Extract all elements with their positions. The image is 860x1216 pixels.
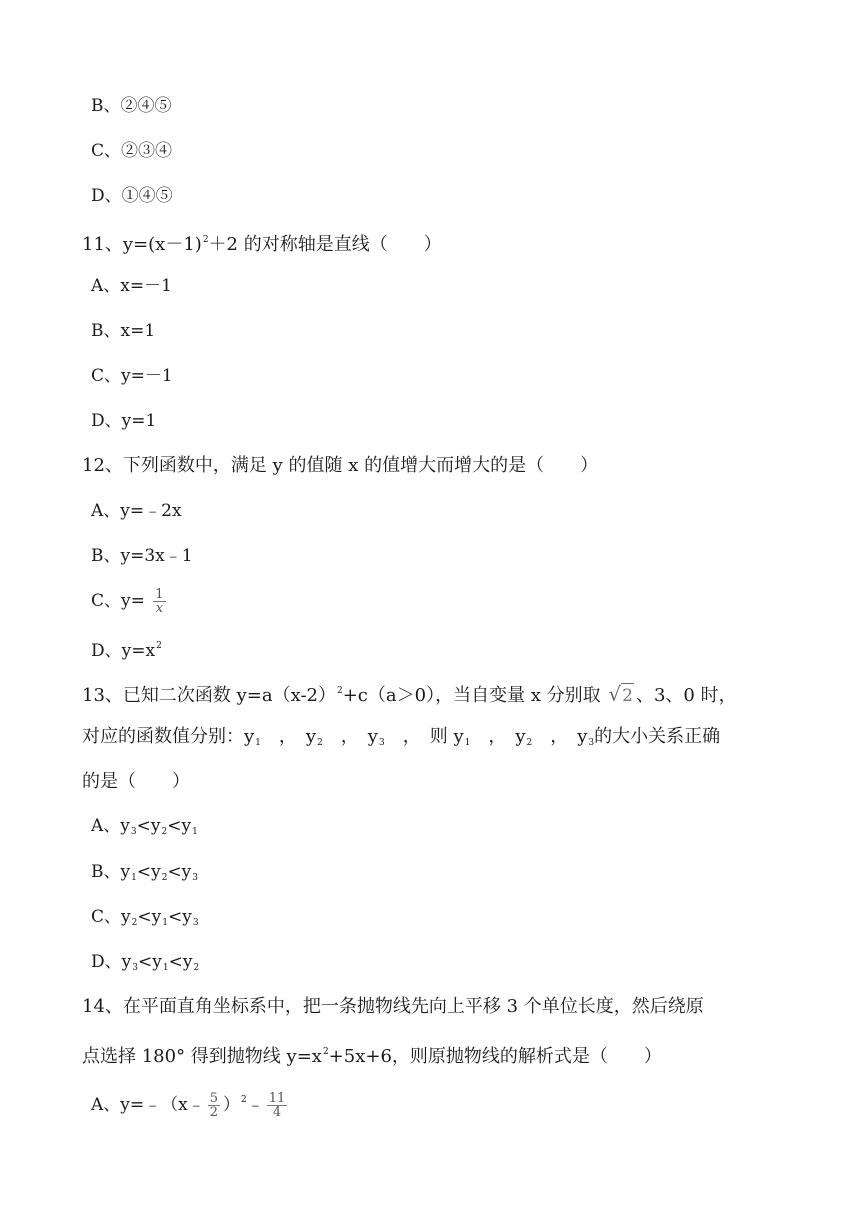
superscript: 2 (156, 641, 162, 651)
subscript: 2 (161, 873, 168, 883)
fraction (153, 588, 165, 615)
q12-option-d (91, 634, 162, 663)
option-label: C、 (91, 141, 122, 161)
option-text: y (121, 952, 132, 972)
option-text: y=﹣（x﹣ (120, 1095, 205, 1115)
superscript: 2 (336, 686, 343, 696)
option-b (91, 94, 172, 118)
fraction-denominator: 4 (272, 1105, 282, 1120)
q11-option-b (91, 319, 155, 343)
option-text: y (121, 907, 131, 927)
option-label: A、 (91, 816, 121, 836)
option-text: ﹣ (246, 1095, 264, 1115)
subscript: 1 (131, 873, 137, 883)
option-label: D、 (91, 186, 122, 206)
question-text: +c（a＞0），当自变量 x 分别取 (342, 685, 607, 706)
option-text: <y (167, 816, 192, 836)
sqrt-symbol: √2 (608, 682, 633, 706)
option-text: y=x (121, 641, 156, 661)
question-text: ， 则 y (384, 726, 464, 747)
question-text: ， y (260, 726, 317, 747)
question-text: y=(x－1) (122, 234, 202, 255)
question-text: 的是（ ） (82, 771, 190, 792)
q13-option-d (91, 950, 199, 980)
option-text: y (120, 816, 130, 836)
fraction-numerator: 1 (155, 587, 164, 602)
subscript: 1 (255, 738, 261, 748)
option-text: y=﹣2x (120, 501, 182, 521)
q13-option-b (91, 860, 198, 890)
question-14-stem-line1 (82, 995, 704, 1019)
fraction (208, 1092, 220, 1119)
option-text: x=1 (120, 321, 156, 341)
subscript: 1 (162, 918, 168, 928)
question-text: 对应的函数值分别：y (82, 726, 255, 747)
subscript: 1 (162, 963, 169, 973)
option-text: ） (223, 1095, 240, 1115)
question-text: ， y (322, 726, 378, 747)
subscript: 3 (192, 918, 199, 928)
question-text: 、3、0 时， (635, 685, 737, 706)
q14-option-a (91, 1088, 290, 1119)
q11-option-d (91, 409, 156, 433)
subscript: 3 (378, 738, 385, 748)
question-14-stem-line2 (82, 1040, 662, 1069)
q11-option-c (91, 364, 173, 388)
q12-option-c (91, 588, 169, 615)
option-text: <y (167, 907, 192, 927)
subscript: 2 (131, 918, 138, 928)
q13-option-c (91, 905, 199, 935)
question-11-stem (82, 228, 442, 257)
subscript: 3 (132, 963, 138, 973)
option-label: D、 (91, 952, 122, 972)
question-12-stem (82, 454, 598, 478)
subscript: 2 (161, 827, 168, 837)
fraction (267, 1092, 288, 1119)
question-number: 11、 (82, 234, 123, 255)
option-label: A、 (91, 1095, 121, 1115)
question-text: 下列函数中，满足 y 的值随 x 的值增大而增大的是（ ） (122, 455, 599, 476)
fraction-numerator: 5 (209, 1091, 218, 1106)
option-text: y=－1 (121, 366, 173, 386)
subscript: 3 (130, 827, 137, 837)
q13-option-a (91, 814, 198, 844)
option-text: y= (121, 591, 151, 611)
question-text: ， y (532, 726, 588, 747)
option-text: y (120, 862, 131, 882)
option-text: <y (137, 907, 162, 927)
question-text: 点选择 180° 得到抛物线 y=x (82, 1046, 322, 1067)
subscript: 2 (317, 738, 323, 748)
question-text: 在平面直角坐标系中，把一条抛物线先向上平移 3 个单位长度，然后绕原 (122, 996, 704, 1017)
superscript: 2 (322, 1047, 329, 1057)
question-text: ， y (470, 726, 526, 747)
question-text: 已知二次函数 y=a（x-2） (122, 685, 336, 706)
option-text: ①④⑤ (121, 186, 173, 206)
question-text: ＋2 的对称轴是直线（ ） (208, 234, 442, 255)
superscript: 2 (241, 1095, 247, 1105)
option-text: <y (136, 816, 161, 836)
fraction-denominator: x (155, 601, 164, 616)
radicand: 2 (621, 683, 634, 708)
option-text: <y (136, 862, 161, 882)
question-13-stem-line2 (82, 725, 720, 755)
subscript: 1 (464, 738, 471, 748)
subscript: 3 (588, 738, 595, 748)
option-label: C、 (91, 907, 122, 927)
option-d (91, 184, 173, 208)
option-text: <y (137, 952, 162, 972)
option-label: B、 (91, 546, 121, 566)
q12-option-a (91, 499, 182, 523)
option-text: y=1 (121, 411, 157, 431)
option-label: A、 (91, 501, 121, 521)
subscript: 2 (193, 963, 200, 973)
question-text: +5x+6，则原抛物线的解析式是（ ） (328, 1046, 662, 1067)
option-c (91, 139, 172, 163)
q12-option-b (91, 544, 193, 568)
option-label: C、 (91, 366, 122, 386)
question-number: 14、 (82, 996, 123, 1017)
option-label: D、 (91, 641, 122, 661)
option-label: B、 (91, 862, 121, 882)
option-text: ②④⑤ (120, 96, 172, 116)
option-label: B、 (91, 96, 121, 116)
question-number: 12、 (82, 455, 123, 476)
option-label: D、 (91, 411, 122, 431)
option-label: C、 (91, 591, 122, 611)
option-text: x=－1 (120, 276, 172, 296)
subscript: 1 (192, 827, 198, 837)
subscript: 2 (526, 738, 533, 748)
question-13-stem-line1 (82, 679, 737, 708)
fraction-numerator: 11 (268, 1091, 286, 1106)
option-label: A、 (91, 276, 121, 296)
option-text: <y (168, 952, 193, 972)
superscript: 2 (202, 235, 209, 245)
option-label: B、 (91, 321, 121, 341)
q11-option-a (91, 274, 172, 298)
option-text: y=3x﹣1 (120, 546, 193, 566)
question-13-stem-line3 (82, 770, 190, 794)
option-text: <y (167, 862, 192, 882)
fraction-denominator: 2 (209, 1105, 218, 1120)
question-number: 13、 (82, 685, 123, 706)
option-text: ②③④ (121, 141, 173, 161)
subscript: 3 (192, 873, 199, 883)
question-text: 的大小关系正确 (594, 726, 721, 747)
